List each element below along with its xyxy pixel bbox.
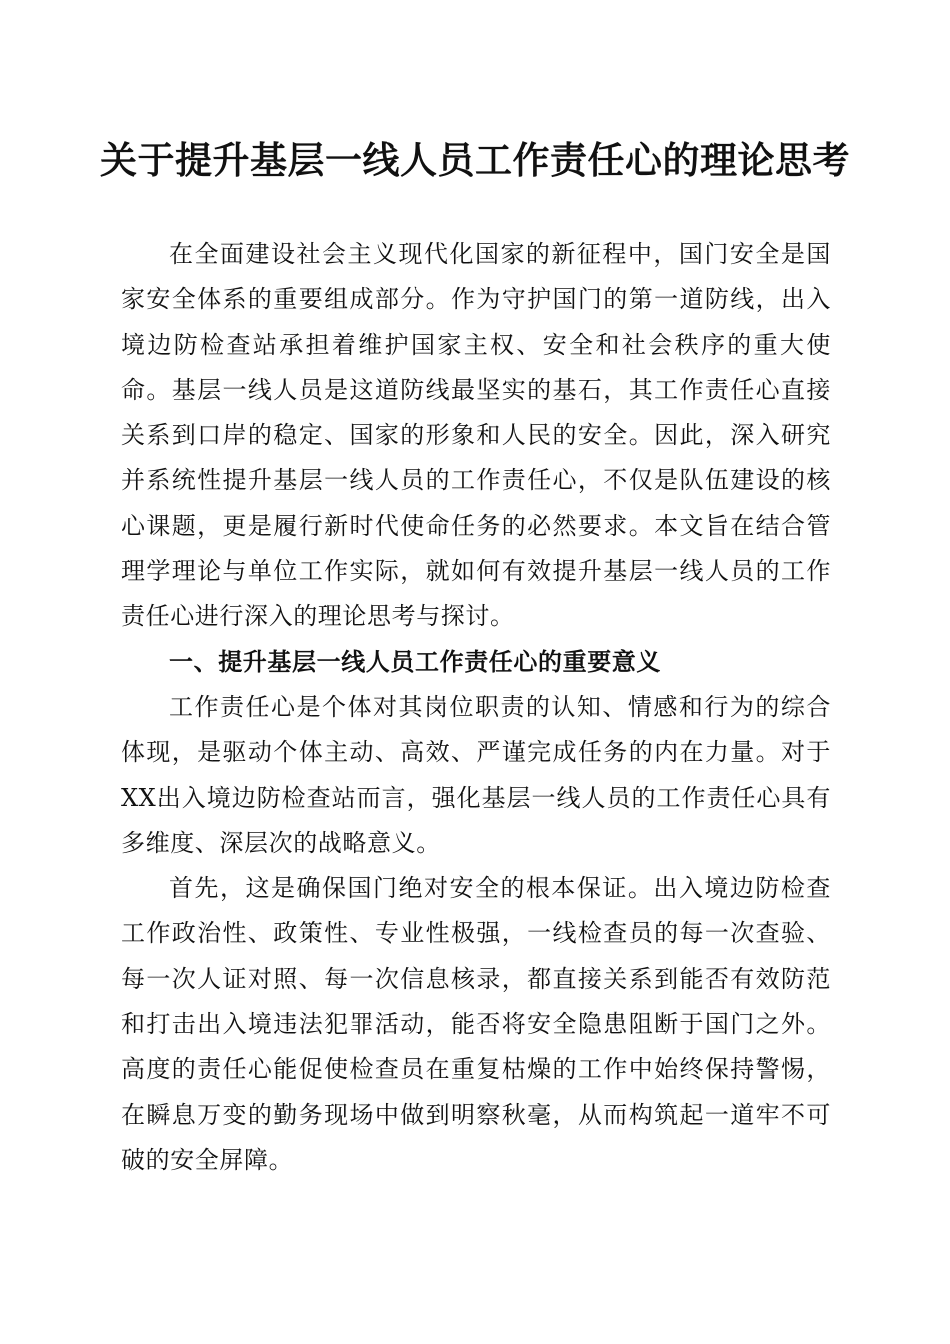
document-body: [121, 232, 831, 1183]
intro-paragraph: 在全面建设社会主义现代化国家的新征程中，国门安全是国家安全体系的重要组成部分。作为守护国门的第一道防线，出入境边防检查站承担着维护国家主权、安全和社会秩序的重大使命。基层一线人员是这道防线最坚实的基石，其工作责任心直接关系到口岸的稳定、国家的形象和人民的安全。因此，深入研究并系统性提升基层一线人员的工作责任心，不仅是队伍建设的核心课题，更是履行新时代使命任务的必然要求。本文旨在结合管理学理论与单位工作实际，就如何有效提升基层一线人员的工作责任心进行深入的理论思考与探讨。: [121, 240, 831, 631]
document-title: 关于提升基层一线人员工作责任心的理论思考: [100, 138, 850, 182]
section-paragraph: 工作责任心是个体对其岗位职责的认知、情感和行为的综合体现，是驱动个体主动、高效、严谨完成任务的内在力量。对于XX出入境边防检查站而言，强化基层一线人员的工作责任心具有多维度、深层次的战略意义。: [121, 692, 831, 857]
section-heading: 一、提升基层一线人员工作责任心的重要意义: [169, 647, 661, 676]
section-paragraph: 首先，这是确保国门绝对安全的根本保证。出入境边防检查工作政治性、政策性、专业性极强，一线检查员的每一次查验、每一次人证对照、每一次信息核录，都直接关系到能否有效防范和打击出入境违法犯罪活动，能否将安全隐患阻断于国门之外。高度的责任心能促使检查员在重复枯燥的工作中始终保持警惕，在瞬息万变的勤务现场中做到明察秋毫，从而构筑起一道牢不可破的安全屏障。: [121, 874, 831, 1174]
